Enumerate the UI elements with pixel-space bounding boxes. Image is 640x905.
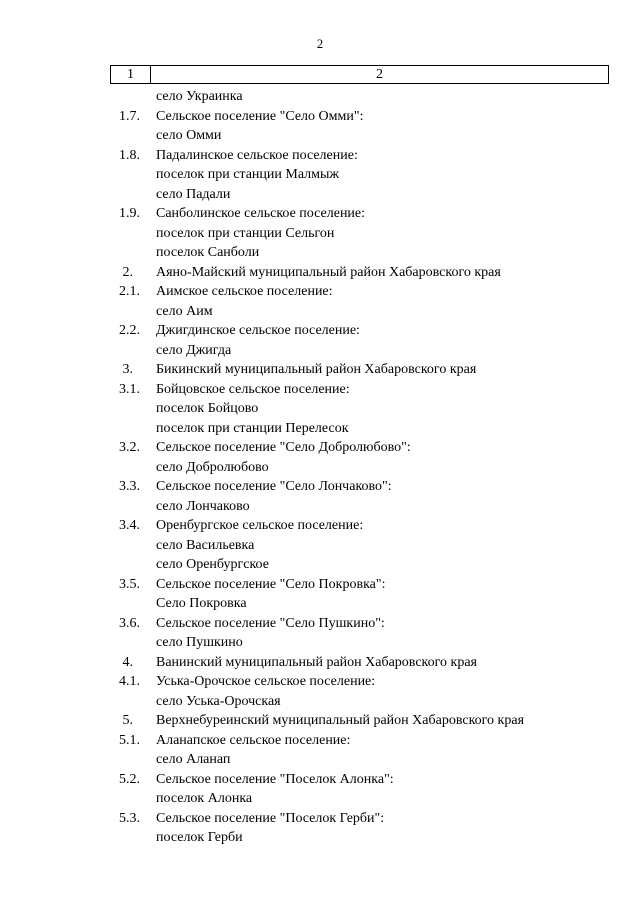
item-text: Ванинский муниципальный район Хабаровского края: [156, 654, 477, 670]
item-text: Сельское поселение "Поселок Алонка":: [156, 771, 394, 787]
list-item: [0, 770, 640, 790]
item-number: 3.1.: [119, 381, 140, 397]
item-text: Сельское поселение "Село Омми":: [156, 108, 364, 124]
item-number: 3.3.: [119, 479, 140, 494]
item-text: Санболинское сельское поселение:: [156, 206, 366, 221]
list-item: [0, 594, 640, 614]
list-item: [0, 828, 640, 848]
list-item: [0, 321, 640, 341]
list-item: [0, 458, 640, 478]
item-text: поселок Бойцово: [156, 401, 259, 416]
item-text: поселок Герби: [156, 830, 243, 845]
list-item: [0, 360, 640, 380]
item-text: село Аланап: [156, 752, 231, 767]
list-item: [0, 165, 640, 185]
page-number: 2: [316, 36, 324, 51]
item-text: село Добролюбово: [156, 459, 269, 475]
item-text: село Лончаково: [156, 498, 250, 514]
item-text: поселок Санболи: [156, 245, 260, 260]
list-item: [0, 107, 640, 127]
list-item: [0, 633, 640, 653]
header-column-1: 1: [111, 66, 151, 83]
item-number: 3.4.: [119, 518, 140, 533]
list-item: [0, 341, 640, 361]
list-item: [0, 399, 640, 419]
settlement-list: [0, 87, 640, 848]
list-item: [0, 614, 640, 634]
item-text: Бойцовское сельское поселение:: [156, 381, 350, 397]
item-number: 2.1.: [119, 284, 140, 299]
item-text: Сельское поселение "Село Покровка":: [156, 576, 386, 592]
item-number: 4.: [122, 654, 133, 670]
list-item: [0, 87, 640, 107]
list-item: [0, 302, 640, 322]
list-item: [0, 185, 640, 205]
table-header: [110, 65, 609, 84]
list-item: [0, 516, 640, 536]
list-item: [0, 263, 640, 283]
list-item: [0, 419, 640, 439]
item-text: село Падали: [156, 186, 231, 202]
list-item: [0, 711, 640, 731]
item-number: 5.3.: [119, 810, 140, 826]
item-text: село Украинка: [156, 89, 243, 104]
list-item: [0, 731, 640, 751]
item-number: 4.1.: [119, 674, 140, 689]
list-item: [0, 224, 640, 244]
list-item: [0, 750, 640, 770]
item-text: Оренбургское сельское поселение:: [156, 518, 364, 533]
list-item: [0, 555, 640, 575]
list-item: [0, 380, 640, 400]
list-item: [0, 497, 640, 517]
item-text: Сельское поселение "Село Пушкино":: [156, 615, 385, 631]
item-number: 5.2.: [119, 771, 140, 787]
item-text: Сельское поселение "Село Лончаково":: [156, 479, 392, 494]
item-text: поселок при станции Малмыж: [156, 167, 340, 182]
item-number: 2.: [122, 264, 133, 280]
list-item: [0, 146, 640, 166]
item-number: 3.6.: [119, 615, 140, 631]
item-text: село Джигда: [156, 342, 232, 358]
list-item: [0, 575, 640, 595]
item-text: село Омми: [156, 128, 222, 143]
item-number: 1.7.: [119, 108, 140, 124]
item-text: поселок при станции Перелесок: [156, 420, 349, 436]
list-item: [0, 653, 640, 673]
list-item: [0, 789, 640, 809]
item-text: село Оренбургское: [156, 557, 269, 572]
item-text: Аланапское сельское поселение:: [156, 732, 351, 748]
item-text: село Аим: [156, 303, 213, 319]
header-column-2: 2: [376, 67, 383, 82]
item-number: 5.1.: [119, 732, 140, 748]
list-item: [0, 809, 640, 829]
list-item: [0, 126, 640, 146]
item-text: поселок Алонка: [156, 791, 253, 806]
item-text: Падалинское сельское поселение:: [156, 147, 358, 163]
item-text: Бикинский муниципальный район Хабаровского края: [156, 362, 477, 377]
item-number: 1.9.: [119, 206, 140, 221]
item-text: Джигдинское сельское поселение:: [156, 323, 360, 338]
item-text: Уська-Орочское сельское поселение:: [156, 674, 376, 689]
list-item: [0, 692, 640, 712]
list-item: [0, 243, 640, 263]
item-number: 3.5.: [119, 576, 140, 592]
list-item: [0, 282, 640, 302]
item-number: 2.2.: [119, 323, 140, 338]
item-text: село Уська-Орочская: [156, 693, 281, 709]
item-text: село Васильевка: [156, 537, 255, 553]
list-item: [0, 204, 640, 224]
item-text: Верхнебуреинский муниципальный район Хабаровского края: [156, 713, 525, 728]
item-text: Аяно-Майский муниципальный район Хабаровского края: [156, 264, 501, 280]
list-item: [0, 477, 640, 497]
list-item: [0, 536, 640, 556]
item-text: Село Покровка: [156, 596, 247, 611]
item-text: поселок при станции Сельгон: [156, 225, 335, 241]
list-item: [0, 672, 640, 692]
item-text: село Пушкино: [156, 635, 243, 650]
item-text: Сельское поселение "Село Добролюбово":: [156, 440, 411, 455]
item-text: Сельское поселение "Поселок Герби":: [156, 810, 385, 826]
list-item: [0, 438, 640, 458]
item-number: 3.2.: [119, 440, 140, 455]
item-number: 5.: [122, 713, 133, 728]
item-number: 3.: [122, 362, 133, 377]
item-text: Аимское сельское поселение:: [156, 284, 333, 299]
item-number: 1.8.: [119, 147, 140, 163]
